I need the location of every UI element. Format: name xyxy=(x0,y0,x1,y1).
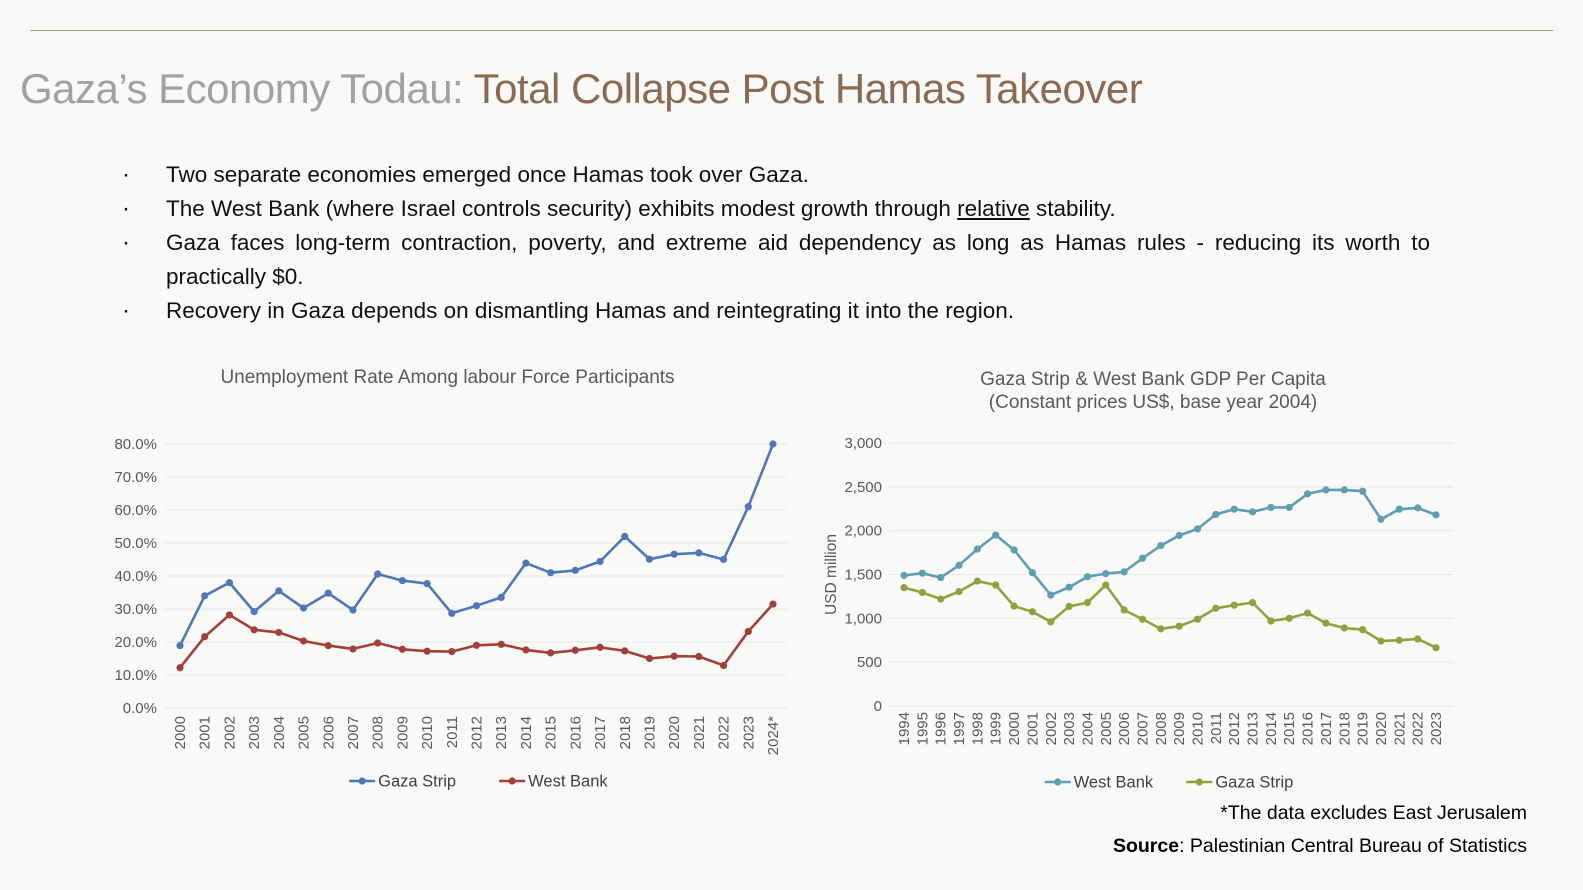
x-axis-tick-label: 2012 xyxy=(1226,712,1244,746)
data-point xyxy=(596,558,603,565)
series-line xyxy=(180,604,773,668)
data-point xyxy=(919,570,926,577)
series-line xyxy=(180,444,773,646)
data-point xyxy=(374,639,381,646)
data-point xyxy=(275,629,282,636)
y-axis-tick-label: 1,500 xyxy=(844,566,882,584)
data-point xyxy=(399,577,406,584)
data-point xyxy=(955,562,962,569)
gdp-chart-title-line1: Gaza Strip & West Bank GDP Per Capita xyxy=(980,369,1326,390)
data-point xyxy=(974,577,981,584)
x-axis-tick-label: 2020 xyxy=(666,716,684,750)
y-axis-tick-label: 1,000 xyxy=(844,610,882,628)
data-point xyxy=(695,653,702,660)
x-axis-tick-label: 2014 xyxy=(1262,712,1280,746)
data-point xyxy=(720,556,727,563)
data-point xyxy=(226,579,233,586)
data-point xyxy=(1194,525,1201,532)
unemployment-chart-svg xyxy=(95,389,800,807)
x-axis-tick-label: 2002 xyxy=(1042,712,1060,746)
y-axis-tick-label: 70.0% xyxy=(114,469,157,486)
bullet-text: The West Bank (where Israel controls security) exhibits modest growth through relative stability. xyxy=(166,196,1116,221)
x-axis-tick-label: 2017 xyxy=(592,716,610,750)
x-axis-tick-label: 2003 xyxy=(246,716,264,750)
x-axis-tick-label: 2005 xyxy=(1097,712,1115,746)
data-point xyxy=(1377,516,1384,523)
bullet-item xyxy=(118,226,1430,294)
data-point xyxy=(201,633,208,640)
x-axis-tick-label: 2013 xyxy=(493,716,511,750)
data-point xyxy=(325,590,332,597)
source-label: Source xyxy=(1112,835,1180,857)
data-point xyxy=(900,584,907,591)
x-axis-tick-label: 2018 xyxy=(616,716,634,750)
data-point xyxy=(423,648,430,655)
data-point xyxy=(1396,637,1403,644)
data-point xyxy=(251,626,258,633)
data-point xyxy=(1121,568,1128,575)
unemployment-chart xyxy=(95,366,800,816)
y-axis-tick-label: 80.0% xyxy=(114,436,157,453)
x-axis-tick-label: 2011 xyxy=(443,716,461,749)
data-point xyxy=(1066,603,1073,610)
bullet-item xyxy=(118,158,1430,192)
bullet-text: Recovery in Gaza depends on dismantling Hamas and reintegrating it into the region. xyxy=(166,298,1014,323)
bullet-marker: · xyxy=(122,161,130,188)
data-point xyxy=(955,588,962,595)
data-point xyxy=(547,569,554,576)
x-axis-tick-label: 2003 xyxy=(1061,712,1079,746)
data-point xyxy=(1322,486,1329,493)
y-axis-tick-label: 10.0% xyxy=(114,667,157,684)
data-point xyxy=(1066,584,1073,591)
data-point xyxy=(498,594,505,601)
x-axis-tick-label: 2010 xyxy=(1189,712,1207,746)
data-point xyxy=(1432,511,1439,518)
data-point xyxy=(745,628,752,635)
y-axis-tick-label: 2,500 xyxy=(844,478,882,496)
data-point xyxy=(1212,511,1219,518)
data-point xyxy=(1249,508,1256,515)
x-axis-tick-label: 1995 xyxy=(914,712,932,746)
x-axis-tick-label: 1997 xyxy=(951,712,969,746)
x-axis-tick-label: 2010 xyxy=(419,716,437,750)
data-point xyxy=(498,641,505,648)
data-point xyxy=(596,644,603,651)
source-text: : Palestinian Central Bureau of Statistics xyxy=(1179,835,1527,857)
data-point xyxy=(695,549,702,556)
x-axis-tick-label: 2019 xyxy=(641,716,659,750)
bullet-marker: · xyxy=(122,229,130,256)
x-axis-tick-label: 2017 xyxy=(1317,712,1335,746)
data-point xyxy=(671,653,678,660)
gdp-chart-svg xyxy=(818,414,1548,810)
data-point xyxy=(974,545,981,552)
data-point xyxy=(522,646,529,653)
page-title-emphasis: Total Collapse Post Hamas Takeover xyxy=(473,65,1143,113)
data-point xyxy=(1157,625,1164,632)
x-axis-tick-label: 2024* xyxy=(765,716,782,756)
data-point xyxy=(1341,624,1348,631)
x-axis-tick-label: 2014 xyxy=(517,716,535,750)
x-axis-tick-label: 2019 xyxy=(1354,712,1372,746)
series-line xyxy=(904,581,1436,648)
legend-label: Gaza Strip xyxy=(1215,773,1294,792)
data-point xyxy=(745,503,752,510)
data-point xyxy=(448,648,455,655)
data-point xyxy=(349,645,356,652)
bullet-text: Two separate economies emerged once Hamas took over Gaza. xyxy=(166,162,809,187)
bullet-list xyxy=(118,158,1430,328)
x-axis-tick-label: 2000 xyxy=(1006,712,1024,746)
data-point xyxy=(1396,506,1403,513)
data-point xyxy=(1267,504,1274,511)
x-axis-tick-label: 2008 xyxy=(369,716,387,750)
data-point xyxy=(720,662,727,669)
data-point xyxy=(473,602,480,609)
y-axis-tick-label: 40.0% xyxy=(114,568,157,585)
x-axis-tick-label: 2015 xyxy=(1281,712,1299,746)
x-axis-tick-label: 2002 xyxy=(221,716,239,750)
y-axis-tick-label: 0.0% xyxy=(122,700,157,717)
data-point xyxy=(1102,570,1109,577)
data-point xyxy=(1176,532,1183,539)
x-axis-tick-label: 2000 xyxy=(172,716,189,750)
data-point xyxy=(900,572,907,579)
y-axis-tick-label: 20.0% xyxy=(114,634,157,651)
y-axis-tick-label: 2,000 xyxy=(844,522,882,540)
data-point xyxy=(1176,623,1183,630)
data-point xyxy=(1341,486,1348,493)
data-point xyxy=(201,592,208,599)
x-axis-tick-label: 2008 xyxy=(1152,712,1170,746)
data-point xyxy=(1139,616,1146,623)
data-point xyxy=(275,587,282,594)
data-point xyxy=(448,610,455,617)
x-axis-tick-label: 2012 xyxy=(468,716,486,750)
data-point xyxy=(992,531,999,538)
data-point xyxy=(621,647,628,654)
data-point xyxy=(1121,606,1128,613)
bullet-marker: · xyxy=(122,297,130,324)
gdp-chart-title xyxy=(828,368,1478,414)
x-axis-tick-label: 1994 xyxy=(896,712,913,746)
data-point xyxy=(251,608,258,615)
data-point xyxy=(423,580,430,587)
data-point xyxy=(522,560,529,567)
x-axis-tick-label: 2013 xyxy=(1244,712,1262,746)
x-axis-tick-label: 2021 xyxy=(1391,712,1409,746)
data-point xyxy=(1359,626,1366,633)
x-axis-tick-label: 2007 xyxy=(344,716,362,750)
top-divider xyxy=(30,30,1553,31)
y-axis-tick-label: 0 xyxy=(873,698,882,715)
data-point xyxy=(1286,504,1293,511)
bullet-item xyxy=(118,294,1430,328)
x-axis-tick-label: 2023 xyxy=(1428,712,1445,746)
data-point xyxy=(325,642,332,649)
x-axis-tick-label: 2006 xyxy=(320,716,338,750)
gdp-chart xyxy=(818,368,1548,813)
data-point xyxy=(1212,605,1219,612)
data-point xyxy=(374,570,381,577)
x-axis-tick-label: 2018 xyxy=(1336,712,1354,746)
gdp-chart-title-line2: (Constant prices US$, base year 2004) xyxy=(988,392,1318,413)
data-point xyxy=(226,611,233,618)
source-line xyxy=(1113,833,1527,859)
data-point xyxy=(621,533,628,540)
data-point xyxy=(1304,490,1311,497)
x-axis-tick-label: 2005 xyxy=(295,716,313,750)
data-point xyxy=(1231,602,1238,609)
data-point xyxy=(1194,616,1201,623)
data-point xyxy=(1286,615,1293,622)
data-point xyxy=(1084,599,1091,606)
data-point xyxy=(1157,542,1164,549)
x-axis-tick-label: 2001 xyxy=(196,716,214,750)
data-point xyxy=(572,647,579,654)
x-axis-tick-label: 2022 xyxy=(1409,712,1427,746)
data-point xyxy=(1029,608,1036,615)
x-axis-tick-label: 2020 xyxy=(1372,712,1390,746)
x-axis-tick-label: 1999 xyxy=(987,712,1005,746)
data-point xyxy=(646,556,653,563)
data-point xyxy=(992,581,999,588)
x-axis-tick-label: 2009 xyxy=(1171,712,1189,746)
data-point xyxy=(1010,546,1017,553)
y-axis-tick-label: 50.0% xyxy=(114,535,157,552)
legend-marker-dot xyxy=(1196,778,1203,785)
y-axis-title: USD million xyxy=(823,534,840,615)
legend-marker-dot xyxy=(509,777,516,784)
y-axis-tick-label: 60.0% xyxy=(114,502,157,519)
x-axis-tick-label: 2022 xyxy=(715,716,733,750)
x-axis-tick-label: 2016 xyxy=(1299,712,1317,746)
data-point xyxy=(1432,644,1439,651)
bullet-item xyxy=(118,192,1430,226)
data-point xyxy=(473,642,480,649)
data-point xyxy=(176,664,183,671)
legend-marker-dot xyxy=(359,777,366,784)
data-point xyxy=(1322,620,1329,627)
data-point xyxy=(1414,504,1421,511)
data-point xyxy=(1102,581,1109,588)
footnote-east-jerusalem: *The data excludes East Jerusalem xyxy=(1220,802,1527,824)
data-point xyxy=(572,567,579,574)
y-axis-tick-label: 500 xyxy=(856,654,882,672)
x-axis-tick-label: 2007 xyxy=(1134,712,1152,746)
y-axis-tick-label: 30.0% xyxy=(114,601,157,618)
x-axis-tick-label: 1996 xyxy=(932,712,950,746)
x-axis-tick-label: 2009 xyxy=(394,716,412,750)
legend-marker-dot xyxy=(1054,778,1061,785)
data-point xyxy=(176,642,183,649)
data-point xyxy=(547,649,554,656)
page-title-prefix: Gaza’s Economy Todau: xyxy=(20,65,474,113)
x-axis-tick-label: 2001 xyxy=(1024,712,1042,746)
data-point xyxy=(1047,618,1054,625)
data-point xyxy=(300,604,307,611)
bullet-marker: · xyxy=(122,195,130,222)
page-title xyxy=(20,64,1142,114)
data-point xyxy=(1359,488,1366,495)
y-axis-tick-label: 3,000 xyxy=(844,435,882,452)
x-axis-tick-label: 2021 xyxy=(690,716,708,750)
x-axis-tick-label: 2006 xyxy=(1116,712,1134,746)
data-point xyxy=(919,589,926,596)
data-point xyxy=(1304,609,1311,616)
data-point xyxy=(1029,569,1036,576)
legend-label: West Bank xyxy=(1073,773,1154,792)
x-axis-tick-label: 2023 xyxy=(740,716,758,750)
data-point xyxy=(937,574,944,581)
data-point xyxy=(937,595,944,602)
data-point xyxy=(1139,555,1146,562)
series-line xyxy=(904,490,1436,595)
data-point xyxy=(1249,599,1256,606)
data-point xyxy=(1010,602,1017,609)
legend-label: West Bank xyxy=(528,772,608,791)
x-axis-tick-label: 2016 xyxy=(567,716,585,750)
data-point xyxy=(671,551,678,558)
data-point xyxy=(1047,592,1054,599)
data-point xyxy=(769,600,776,607)
x-axis-tick-label: 1998 xyxy=(969,712,987,746)
x-axis-tick-label: 2004 xyxy=(270,716,288,750)
unemployment-chart-title: Unemployment Rate Among labour Force Participants xyxy=(220,367,675,388)
data-point xyxy=(300,637,307,644)
x-axis-tick-label: 2004 xyxy=(1079,712,1097,746)
data-point xyxy=(1414,635,1421,642)
data-point xyxy=(646,655,653,662)
bullet-text: Gaza faces long-term contraction, poverty, and extreme aid dependency as long as Hamas rules - reducing its worth to practically $0. xyxy=(166,230,1430,289)
legend-label: Gaza Strip xyxy=(378,772,457,791)
data-point xyxy=(1084,573,1091,580)
data-point xyxy=(1267,617,1274,624)
data-point xyxy=(769,440,776,447)
data-point xyxy=(1377,638,1384,645)
x-axis-tick-label: 2011 xyxy=(1207,712,1225,745)
data-point xyxy=(1231,506,1238,513)
x-axis-tick-label: 2015 xyxy=(542,716,560,750)
data-point xyxy=(399,646,406,653)
data-point xyxy=(349,606,356,613)
